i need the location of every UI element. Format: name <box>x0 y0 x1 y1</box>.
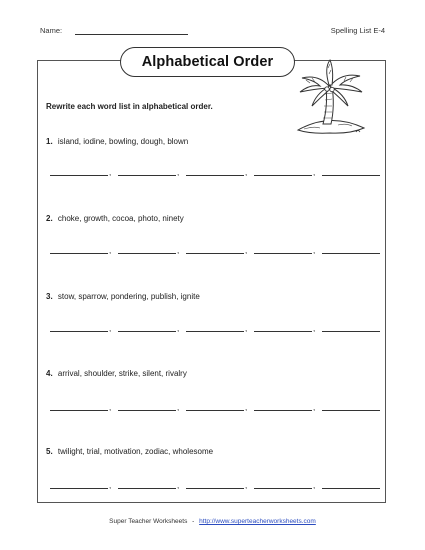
answer-row-2 <box>50 248 380 254</box>
answer-blank[interactable] <box>322 252 380 254</box>
question-words: arrival, shoulder, strike, silent, rivalry <box>57 369 187 378</box>
footer <box>0 518 425 525</box>
answer-blank[interactable]: , <box>50 326 111 332</box>
palm-tree-icon <box>290 56 370 138</box>
question-2 <box>46 214 184 223</box>
answer-blank[interactable]: , <box>186 326 247 332</box>
answer-blank[interactable]: , <box>254 483 315 489</box>
question-words: island, iodine, bowling, dough, blown <box>57 137 189 146</box>
answer-blank[interactable]: , <box>186 483 247 489</box>
answer-blank[interactable]: , <box>50 405 111 411</box>
answer-blank[interactable] <box>322 174 380 176</box>
question-number: 1. <box>46 137 53 146</box>
instructions: Rewrite each word list in alphabetical order. <box>46 102 213 111</box>
answer-blank[interactable]: , <box>186 248 247 254</box>
answer-row-1 <box>50 170 380 176</box>
answer-blank[interactable]: , <box>186 170 247 176</box>
page-title-text: Alphabetical Order <box>141 54 274 70</box>
question-1 <box>46 137 188 146</box>
answer-blank[interactable]: , <box>118 483 179 489</box>
spelling-list-label: Spelling List E-4 <box>330 26 385 35</box>
answer-blank[interactable] <box>322 487 380 489</box>
question-3 <box>46 292 200 301</box>
answer-blank[interactable] <box>322 330 380 332</box>
answer-row-5 <box>50 483 380 489</box>
name-line[interactable] <box>75 34 188 35</box>
answer-blank[interactable] <box>322 409 380 411</box>
question-words: stow, sparrow, pondering, publish, ignite <box>57 292 200 301</box>
answer-blank[interactable]: , <box>254 170 315 176</box>
answer-blank[interactable]: , <box>254 405 315 411</box>
page-title <box>120 47 295 77</box>
answer-blank[interactable]: , <box>254 248 315 254</box>
question-number: 5. <box>46 447 53 456</box>
question-number: 4. <box>46 369 53 378</box>
answer-blank[interactable]: , <box>118 405 179 411</box>
answer-blank[interactable]: , <box>118 170 179 176</box>
question-number: 3. <box>46 292 53 301</box>
footer-link[interactable]: http://www.superteacherworksheets.com <box>199 518 316 525</box>
answer-blank[interactable]: , <box>118 326 179 332</box>
answer-blank[interactable]: , <box>50 248 111 254</box>
answer-blank[interactable]: , <box>50 170 111 176</box>
answer-blank[interactable]: , <box>186 405 247 411</box>
question-number: 2. <box>46 214 53 223</box>
name-label: Name: <box>40 26 63 35</box>
footer-separator: - <box>192 518 195 525</box>
question-4 <box>46 369 187 378</box>
answer-blank[interactable]: , <box>50 483 111 489</box>
footer-brand: Super Teacher Worksheets <box>109 518 188 525</box>
answer-row-3 <box>50 326 380 332</box>
answer-blank[interactable]: , <box>254 326 315 332</box>
answer-row-4 <box>50 405 380 411</box>
question-words: twilight, trial, motivation, zodiac, wholesome <box>57 447 214 456</box>
answer-blank[interactable]: , <box>118 248 179 254</box>
question-5 <box>46 447 213 456</box>
question-words: choke, growth, cocoa, photo, ninety <box>57 214 184 223</box>
